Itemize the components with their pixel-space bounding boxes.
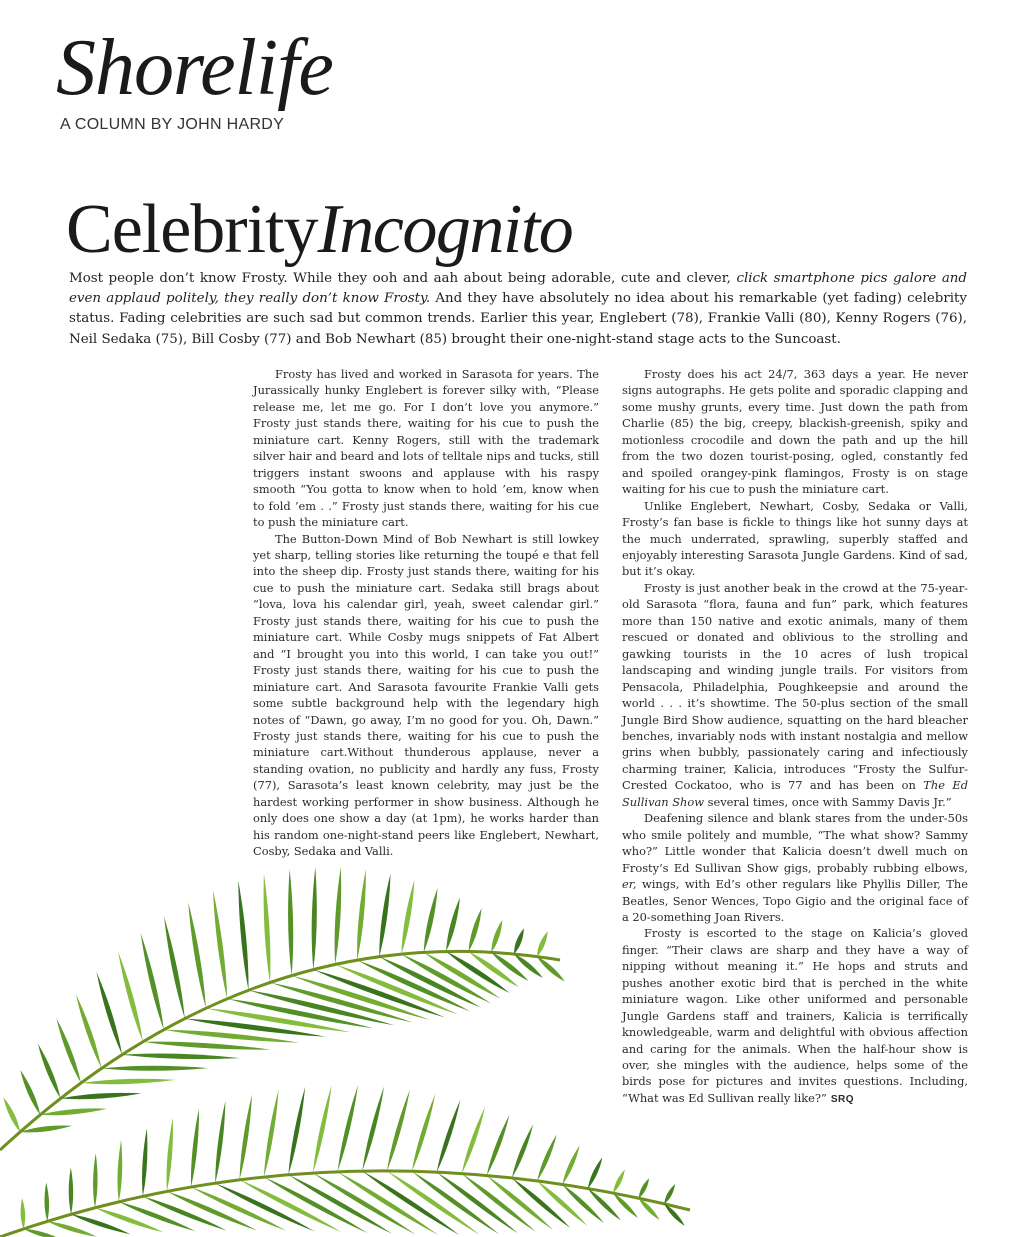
palm-frond-illustration: [0, 820, 700, 1237]
body-text: wings, with Ed’s other regulars like Phyllis Diller, The Beatles, Senor Wences, Topo Gigio and the original face of a 20-something Joan Rivers.: [622, 877, 968, 924]
end-mark: SRQ: [830, 1093, 855, 1105]
intro-italic: click smartphone pics galore and even applaud politely, they really don’t know Frosty.: [69, 271, 967, 307]
intro-rest: And they have absolutely no idea about his remarkable (yet fading) celebrity status. Fading celebrities are such sad but common trends. Earlier this year, Englebert (78), Frankie Valli (80), Kenny Rogers (76), Neil Sedaka (75), Bill Cosby (77) and Bob Newhart (85) brought their one-night-stand stage acts to the Suncoast.: [69, 291, 967, 347]
body-paragraph: Frosty does his act 24/7, 363 days a year. He never signs autographs. He gets polite and sporadic clapping and some mushy grunts, every time. Just down the path from Charlie (85) the big, creepy, blackish-greenish, spiky and motionless crocodile and down the path and up the hill from the two dozen tourist-posing, ogled, constantly fed and spoiled orangey-pink flamingos, Frosty is on stage waiting for his cue to push the miniature cart.: [622, 367, 968, 497]
masthead: [56, 22, 416, 142]
article-intro: [69, 269, 967, 350]
body-text: several times, once with Sammy Davis Jr.”: [704, 794, 952, 809]
body-text: Frosty is escorted to the stage on Kalicia’s gloved finger. “Their claws are sharp and they have a way of nipping without meaning it.” He hops and struts and pushes another exotic bird that is perched in the white miniature wagon. Like other uniformed and personable Jungle Gardens staff and trainers, Kalicia is terrifically knowledgeable, warm and delightful with obvious affection and caring for the animals. When the half-hour show is over, she mingles with the audience, helps some of the birds pose for pictures and invites questions. Including, “What was Ed Sullivan really like?”: [622, 926, 968, 1105]
intro-lead: Most people don’t know Frosty. While they ooh and aah about being adorable, cute and clever,: [69, 271, 737, 286]
body-paragraph: [622, 580, 968, 810]
headline-part-2: Incognito: [317, 191, 573, 268]
body-paragraph: The Button-Down Mind of Bob Newhart is still lowkey yet sharp, telling stories like returning the toupé e that fell into the sheep dip. Frosty just stands there, waiting for his cue to push the miniature cart. Sedaka still brags about “lova, lova his calendar girl, yeah, sweet calendar girl.” Frosty just stands there, waiting for his cue to push the miniature cart. While Cosby mugs snippets of Fat Albert and “I brought you into this world, I can take you out!” Frosty just stands there, waiting for his cue to push the miniature cart. And Sarasota favourite Frankie Valli gets some subtle background help with the legendary high notes of “Dawn, go away, I’m no good for you. Oh, Dawn.” Frosty just stands there, waiting for his cue to push the miniature cart.Without thunderous applause, never a standing ovation, no publicity and hardly any fuss, Frosty (77), Sarasota’s least known celebrity, may just be the hardest working performer in show business. Although he only does one show a day (at 1pm), he works harder than his random one-night-stand peers like Englebert, Newhart, Cosby, Sedaka and Valli.: [253, 531, 599, 859]
headline-part-1: Celebrity: [66, 191, 318, 268]
body-text: Deafening silence and blank stares from the under-50s who smile politely and mumble, “The what show? Sammy who?” Little wonder that Kalicia doesn’t dwell much on Frosty’s Ed Sullivan Show gigs, probably rubbing elbows,: [622, 811, 968, 875]
article-headline: [66, 188, 572, 272]
show-title: The Ed Sullivan Show: [622, 778, 968, 809]
body-italic: er,: [622, 877, 637, 892]
article-column-left: [253, 366, 599, 860]
body-paragraph: Frosty has lived and worked in Sarasota for years. The Jurassically hunky Englebert is forever silky with, “Please release me, let me go. For I don’t love you anymore.” Frosty just stands there, waiting for his cue to push the miniature cart. Kenny Rogers, still with the trademark silver hair and beard and lots of telltale nips and tucks, still triggers instant swoons and applause with his raspy smooth “You gotta to know when to hold ’em, know when to fold ’em . .” Frosty just stands there, waiting for his cue to push the miniature cart.: [253, 367, 599, 530]
body-text: Frosty is just another beak in the crowd at the 75-year-old Sarasota “flora, fauna and fun” park, which features more than 150 native and exotic animals, many of them rescued or donated and oblivious to the strolling and gawking tourists in the 10 acres of lush tropical landscaping and winding jungle trails. For visitors from Pensacola, Philadelphia, Poughkeepsie and around the world . . . it’s showtime. The 50-plus section of the small Jungle Bird Show audience, squatting on the hard bleacher benches, invariably nods with instant nostalgia and mellow grins when bubbly, passionately caring and infectiously charming trainer, Kalicia, introduces “Frosty the Sulfur-Crested Cockatoo, who is 77 and has been on: [622, 580, 968, 793]
palm-frond-lower: [0, 1085, 690, 1237]
body-paragraph: Unlike Englebert, Newhart, Cosby, Sedaka or Valli, Frosty’s fan base is fickle to things like hot sunny days at the much underrated, sprawling, superbly staffed and enjoyably interesting Sarasota Jungle Gardens. Kind of sad, but it’s okay.: [622, 498, 968, 579]
masthead-title: Shorelife: [56, 24, 333, 112]
palm-frond-upper: [0, 867, 565, 1150]
masthead-byline: A COLUMN BY JOHN HARDY: [60, 116, 285, 133]
